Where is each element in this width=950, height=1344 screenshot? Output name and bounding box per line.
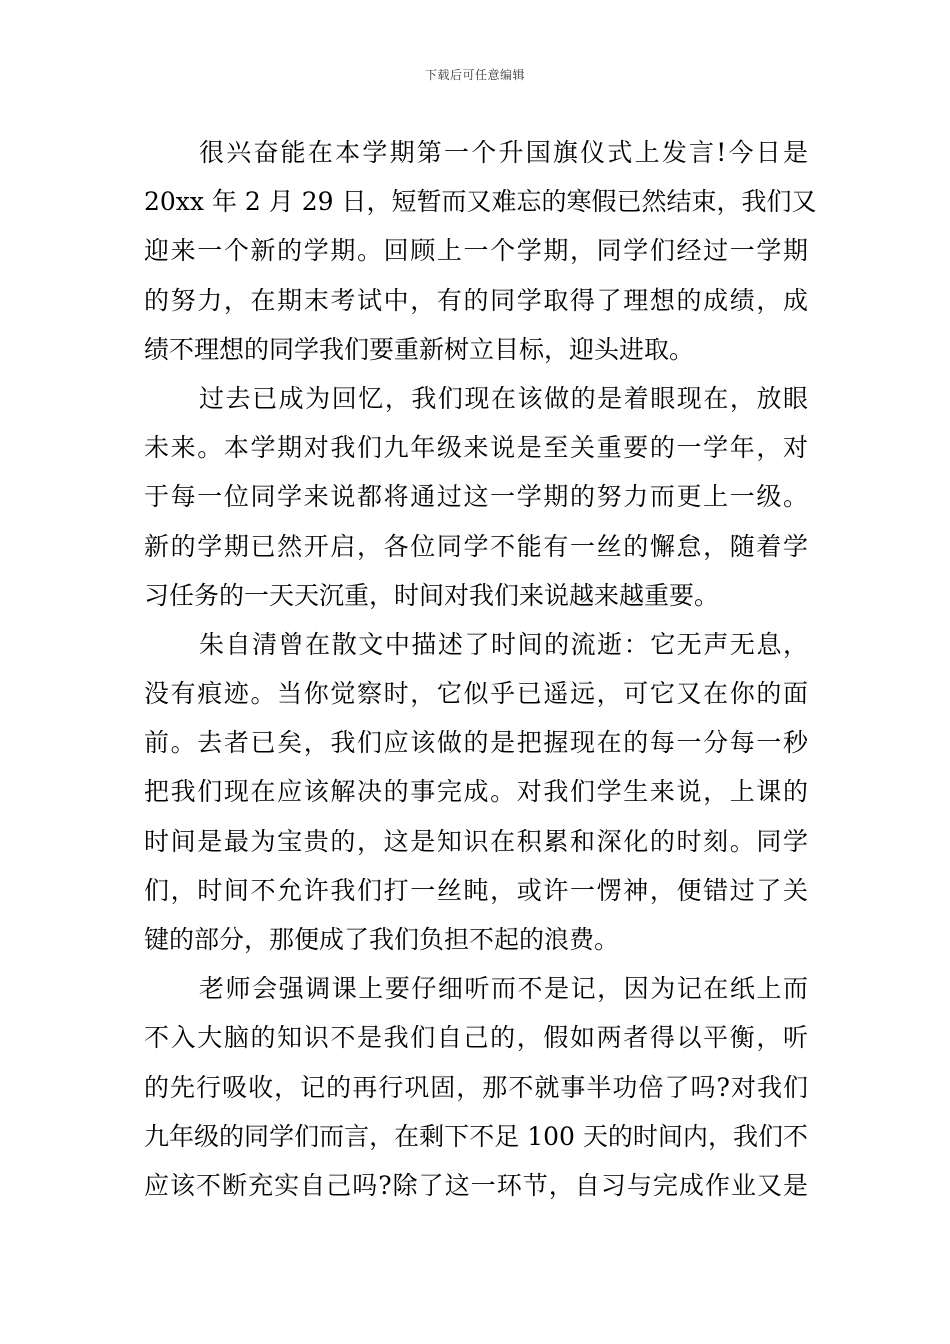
text-line: 习任务的一天天沉重，时间对我们来说越来越重要。 <box>144 580 720 610</box>
text-line: 们，时间不允许我们打一丝盹，或许一愣神，便错过了关 <box>144 875 808 905</box>
text-line: 很兴奋能在本学期第一个升国旗仪式上发言!今日是 <box>199 138 808 167</box>
paragraph <box>144 128 817 374</box>
text-line: 迎来一个新的学期。回顾上一个学期，同学们经过一学期 <box>144 236 808 266</box>
text-line: 新的学期已然开启，各位同学不能有一丝的懈怠，随着学 <box>144 531 808 561</box>
page-header-note: 下载后可任意编辑 <box>424 68 525 82</box>
text-line: 20xx 年 2 月 29 日，短暂而又难忘的寒假已然结束，我们又 <box>144 187 817 217</box>
text-line: 九年级的同学们而言，在剩下不足 100 天的时间内，我们不 <box>144 1121 808 1151</box>
text-line: 老师会强调课上要仔细听而不是记，因为记在纸上而 <box>199 974 808 1004</box>
text-line: 未来。本学期对我们九年级来说是至关重要的一学年，对 <box>144 433 808 463</box>
text-line: 绩不理想的同学我们要重新树立目标，迎头进取。 <box>144 334 695 364</box>
text-line: 不入大脑的知识不是我们自己的，假如两者得以平衡，听 <box>144 1023 808 1053</box>
text-line: 没有痕迹。当你觉察时，它似乎已遥远，可它又在你的面 <box>144 679 808 709</box>
text-line: 把我们现在应该解决的事完成。对我们学生来说，上课的 <box>144 777 808 807</box>
paragraph <box>144 620 808 964</box>
text-line: 键的部分，那便成了我们负担不起的浪费。 <box>144 925 620 954</box>
text-line: 前。去者已矣，我们应该做的是把握现在的每一分每一秒 <box>144 728 808 758</box>
document-body <box>144 128 817 1210</box>
text-line: 应该不断充实自己吗?除了这一环节，自习与完成作业又是 <box>144 1170 808 1200</box>
text-line: 的努力，在期末考试中，有的同学取得了理想的成绩，成 <box>144 285 808 315</box>
paragraph <box>144 374 808 620</box>
text-line: 于每一位同学来说都将通过这一学期的努力而更上一级。 <box>144 482 808 512</box>
paragraph <box>144 964 808 1210</box>
text-line: 过去已成为回忆，我们现在该做的是着眼现在，放眼 <box>199 383 808 413</box>
text-line: 的先行吸收，记的再行巩固，那不就事半功倍了吗?对我们 <box>144 1072 808 1102</box>
text-line: 朱自清曾在散文中描述了时间的流逝：它无声无息， <box>199 629 808 659</box>
text-line: 时间是最为宝贵的，这是知识在积累和深化的时刻。同学 <box>144 826 808 856</box>
